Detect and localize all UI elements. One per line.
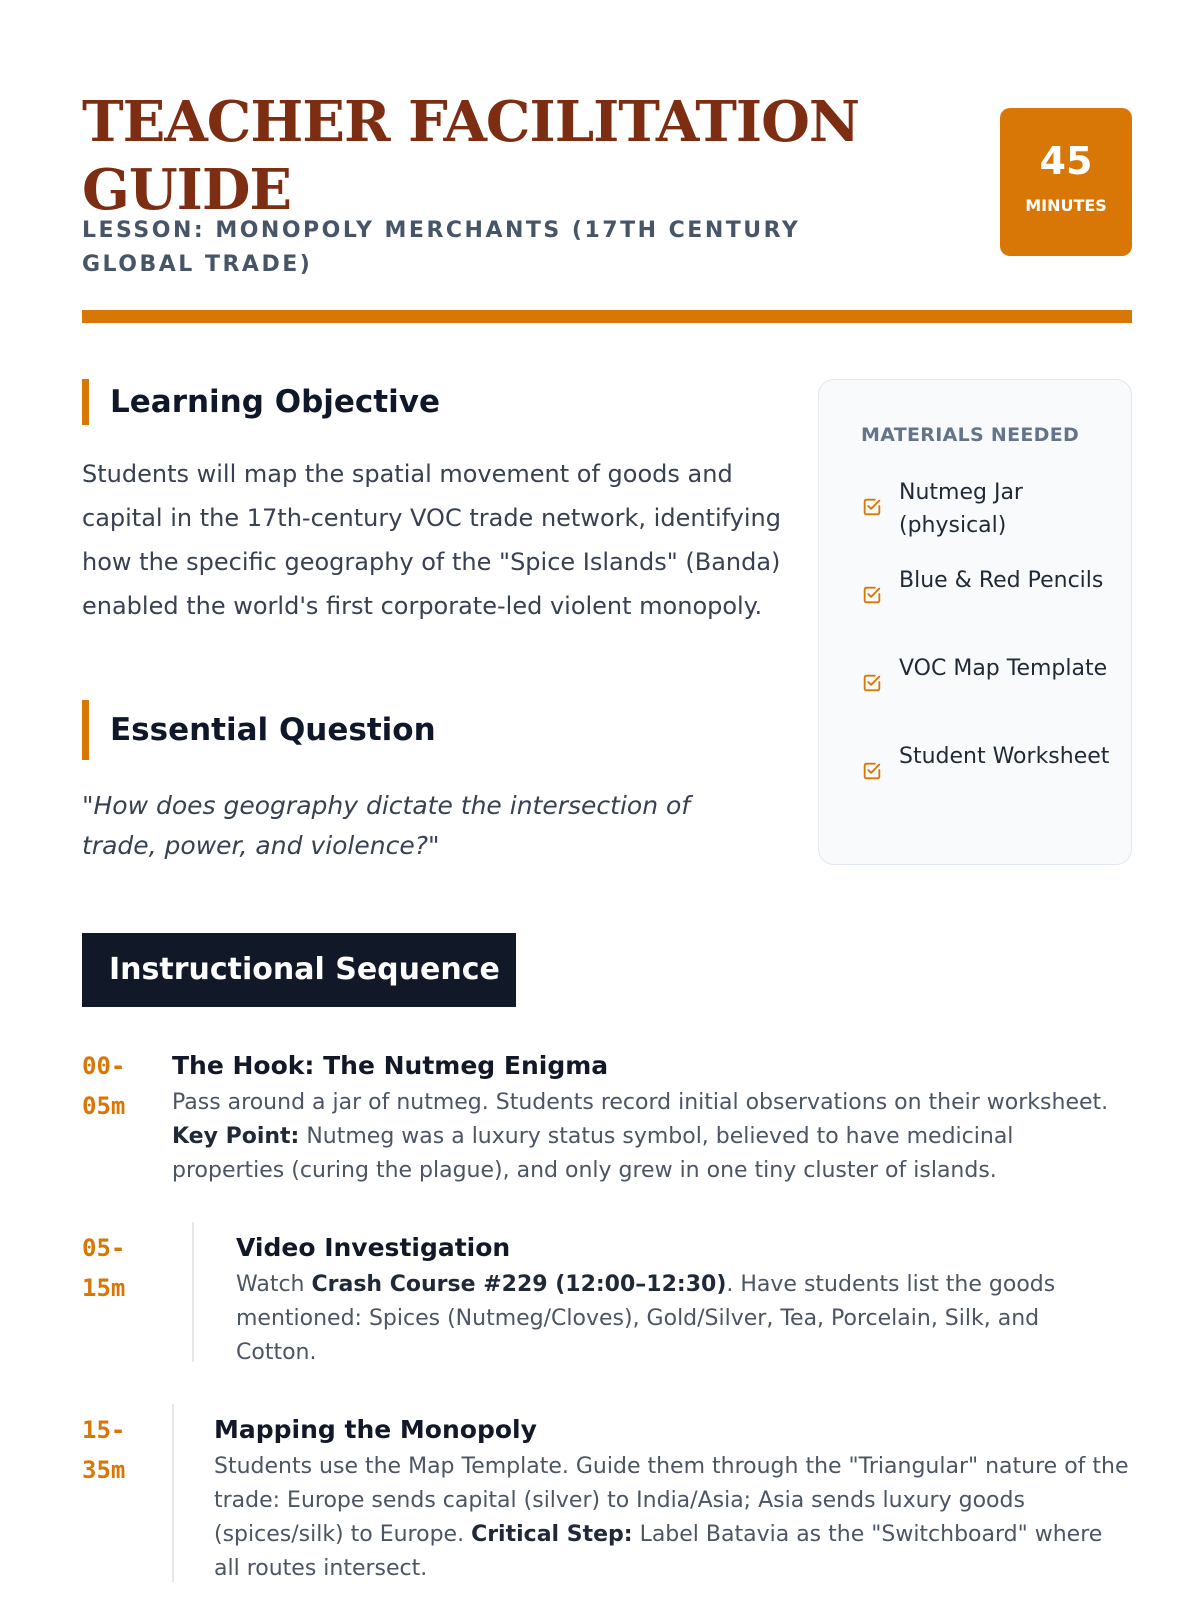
material-label: VOC Map Template: [899, 656, 1108, 681]
checkbox-icon: [861, 672, 883, 694]
materials-card: [818, 379, 1132, 865]
essential-question-heading: [82, 700, 782, 760]
checkbox-icon: [861, 760, 883, 782]
material-item: [861, 476, 1111, 564]
materials-list: [861, 476, 1111, 828]
materials-title: MATERIALS NEEDED: [861, 424, 1080, 446]
material-label: Nutmeg Jar (physical): [899, 480, 1023, 538]
material-item: [861, 564, 1111, 652]
step-time: [82, 1228, 152, 1308]
step-desc-text: Pass around a jar of nutmeg. Students record initial observations on their worksheet.: [172, 1090, 1109, 1115]
step-time-end: 35m: [82, 1456, 126, 1484]
facilitation-guide-page: [82, 0, 1132, 1600]
step-title: The Hook: The Nutmeg Enigma: [172, 1051, 609, 1080]
learning-objective-text: Students will map the spatial movement of goods and capital in the 17th-century VOC trade network, identifying how the specific geography of the "Spice Islands" (Banda) enabled the world's first corporate-led violent monopoly.: [82, 460, 781, 620]
step-description: [172, 1086, 1132, 1188]
guide-header: [82, 88, 1132, 288]
section-title: Learning Objective: [110, 384, 440, 420]
timeline-rail: [192, 1222, 194, 1362]
heading-accent-bar: [82, 379, 89, 425]
lesson-subtitle: LESSON: MONOPOLY MERCHANTS (17TH CENTURY GLOBAL TRADE): [82, 218, 801, 277]
step-body: [172, 1046, 1132, 1188]
timeline-rail: [172, 1404, 174, 1582]
step-description: [236, 1268, 1106, 1370]
learning-objective-heading: [82, 379, 782, 425]
step-desc-text: Nutmeg was a luxury status symbol, believed to have medicinal properties (curing the plague), and only grew in one tiny cluster of islands.: [172, 1124, 1014, 1183]
step-key-label: Critical Step:: [471, 1522, 633, 1547]
section-title: Essential Question: [110, 712, 436, 748]
step-desc-text: . Have students list the goods mentioned: Spices (Nutmeg/Cloves), Gold/Silver, Tea, Porcelain, Silk, and Cotton.: [236, 1272, 1056, 1365]
material-item: [861, 740, 1111, 828]
step-key-label: Key Point:: [172, 1124, 300, 1149]
step-body: [236, 1228, 1106, 1370]
sequence-step: [82, 1046, 1132, 1186]
material-label: Student Worksheet: [899, 744, 1110, 769]
duration-value: 45: [1039, 139, 1093, 183]
instructional-sequence-heading: Instructional Sequence: [82, 933, 516, 1007]
step-time: [82, 1410, 152, 1490]
step-time-start: 05-: [82, 1234, 126, 1262]
step-desc-text: Watch: [236, 1272, 312, 1297]
duration-badge: [1000, 108, 1132, 256]
step-desc-text: Label Batavia as the "Switchboard" where all routes intersect.: [214, 1522, 1103, 1581]
step-time-start: 00-: [82, 1052, 126, 1080]
essential-question-text: "How does geography dictate the intersection of trade, power, and violence?": [82, 791, 691, 860]
heading-accent-bar: [82, 700, 89, 760]
step-description: [214, 1450, 1132, 1586]
step-time-start: 15-: [82, 1416, 126, 1444]
step-key-label: Crash Course #229 (12:00–12:30): [311, 1272, 727, 1297]
material-item: [861, 652, 1111, 740]
sequence-step: [82, 1228, 1132, 1368]
checkbox-icon: [861, 584, 883, 606]
step-time: [82, 1046, 152, 1126]
duration-unit: MINUTES: [1025, 196, 1107, 215]
step-title: Video Investigation: [236, 1233, 511, 1262]
sequence-step: [82, 1410, 1132, 1590]
step-title: Mapping the Monopoly: [214, 1415, 537, 1444]
header-divider: [82, 310, 1132, 323]
step-time-end: 05m: [82, 1092, 126, 1120]
material-label: Blue & Red Pencils: [899, 568, 1104, 593]
step-desc-text: Students use the Map Template. Guide them through the "Triangular" nature of the trade: Europe sends capital (silver) to India/Asia; Asia sends luxury goods (spices/silk) to Europe.: [214, 1454, 1129, 1547]
step-time-end: 15m: [82, 1274, 126, 1302]
document-title: TEACHER FACILITATION GUIDE: [82, 89, 860, 223]
step-body: [214, 1410, 1132, 1586]
checkbox-icon: [861, 496, 883, 518]
